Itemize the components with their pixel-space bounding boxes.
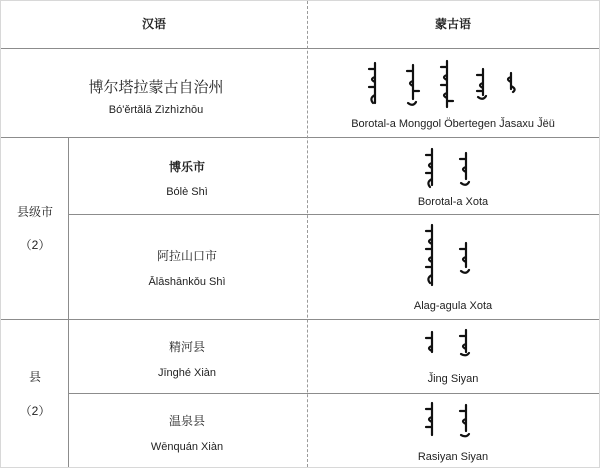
county-jinghe-pinyin: Jīnghé Xiàn bbox=[157, 367, 217, 379]
prefecture-bottom-rule bbox=[1, 137, 599, 138]
county-wenquan-mongolian-script bbox=[416, 401, 486, 441]
city-alashankou-chinese: 阿拉山口市 bbox=[156, 249, 218, 263]
county-wenquan-pinyin: Wēnquán Xiàn bbox=[150, 441, 224, 453]
group-city-count: （2） bbox=[19, 238, 51, 252]
county-jinghe-chinese: 精河县 bbox=[168, 340, 206, 354]
city-alashankou-mongolian-latin: Alag-agula Xota bbox=[413, 300, 493, 312]
prefecture-mongolian-latin: Borotal-a Monggol Öbertegen J̌asaxu J̌ëü bbox=[351, 118, 555, 130]
language-column-rule bbox=[307, 1, 308, 467]
group-column-rule bbox=[68, 137, 69, 467]
header-bottom-rule bbox=[1, 48, 599, 49]
group-divider bbox=[1, 319, 599, 320]
header-chinese: 汉语 bbox=[141, 17, 167, 31]
prefecture-chinese: 博尔塔拉蒙古自治州 bbox=[88, 79, 224, 96]
city-alashankou-pinyin: Ālāshānkǒu Shì bbox=[148, 276, 226, 288]
city-bole-mongolian-script bbox=[416, 145, 486, 191]
county-wenquan-mongolian-latin: Rasiyan Siyan bbox=[417, 451, 489, 463]
county-jinghe-mongolian-script bbox=[416, 328, 486, 358]
prefecture-mongolian-script bbox=[361, 59, 531, 111]
group-county-count: （2） bbox=[19, 404, 51, 418]
city-bole-pinyin: Bólè Shì bbox=[166, 186, 208, 198]
city-alashankou-mongolian-script bbox=[416, 223, 486, 289]
group-county-label: 县 bbox=[28, 370, 42, 384]
city-bole-chinese: 博乐市 bbox=[168, 160, 206, 174]
city-row-divider bbox=[68, 214, 599, 215]
prefecture-pinyin: Bó'ěrtǎlā Zìzhìzhōu bbox=[108, 104, 204, 116]
header-mongolian: 蒙古语 bbox=[434, 17, 472, 31]
group-city-label: 县级市 bbox=[16, 205, 54, 219]
city-bole-mongolian-latin: Borotal-a Xota bbox=[417, 196, 489, 208]
county-jinghe-mongolian-latin: J̌ing Siyan bbox=[427, 373, 479, 385]
county-wenquan-chinese: 温泉县 bbox=[168, 414, 206, 428]
county-row-divider bbox=[68, 393, 599, 394]
